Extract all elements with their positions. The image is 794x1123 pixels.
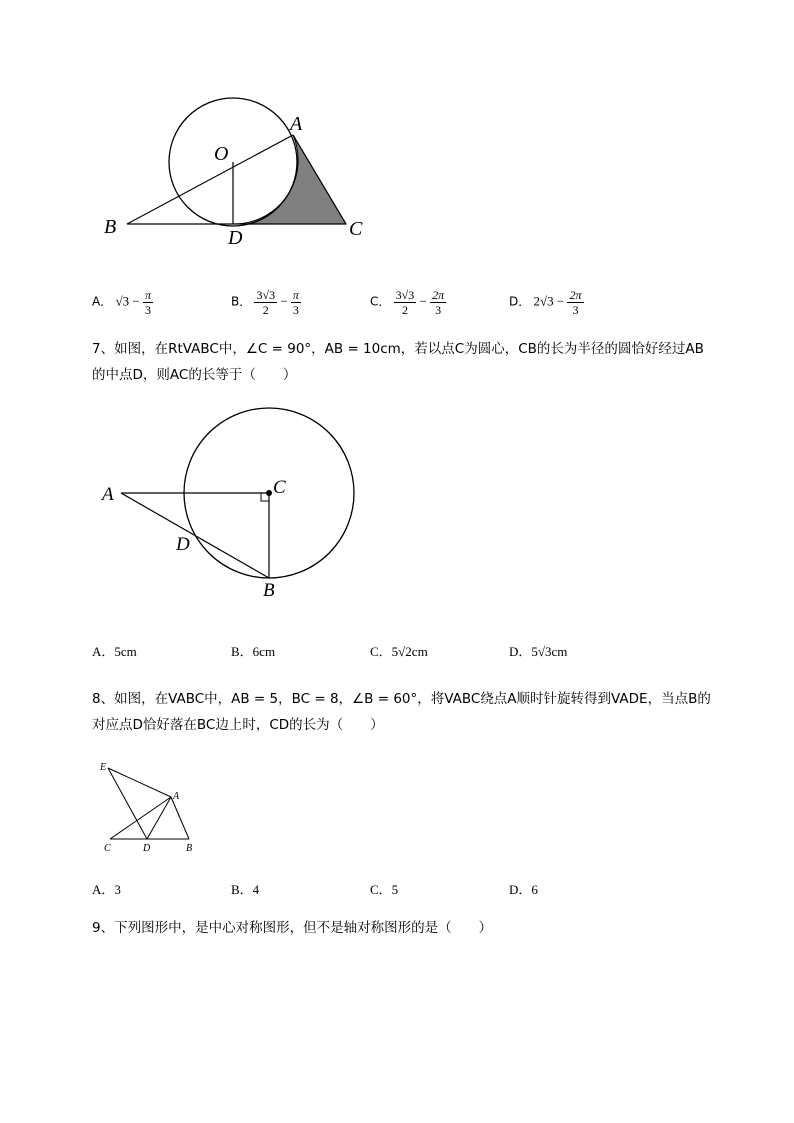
q7-option-d: D．5√3cm — [509, 644, 568, 659]
label-a: A — [290, 113, 303, 135]
line-ab — [121, 493, 269, 578]
label-b: B — [104, 216, 117, 238]
label-d: D — [228, 227, 243, 245]
label-e: E — [100, 762, 107, 773]
q6-option-d: D． 2√3 − $\frac{2\pi}{3}$ — [509, 288, 582, 317]
q8-option-c: C．5 — [370, 882, 399, 897]
q7-option-c: C．5√2cm — [370, 644, 428, 659]
line-ca — [110, 797, 171, 839]
q7-option-b: B．6cm — [231, 644, 276, 659]
label-c: C — [104, 843, 111, 854]
q8-option-b: B．4 — [231, 882, 260, 897]
question-7-line1: 7、如图，在RtVABC中，∠C = 90°，AB = 10cm，若以点C为圆心，CB的长为半径的圆恰好经过AB — [92, 341, 704, 357]
q8-option-d: D．6 — [509, 882, 538, 897]
figure-q8 — [98, 758, 203, 858]
q6-option-c: C． $\frac{3√3}{2}$ − $\frac{2\pi}{3}$ — [370, 288, 445, 317]
label-a: A — [173, 791, 180, 802]
label-c: C — [273, 477, 286, 498]
label-d: D — [143, 843, 151, 854]
figure-q6 — [95, 95, 385, 245]
center-point-c — [266, 490, 272, 496]
line-ed — [108, 768, 147, 839]
line-ad — [147, 797, 171, 839]
question-7-line2: 的中点D，则AC的长等于（ ） — [92, 367, 297, 383]
line-ab — [171, 797, 189, 839]
question-8-line2: 对应点D恰好落在BC边上时，CD的长为（ ） — [92, 717, 384, 733]
label-c: C — [349, 218, 363, 240]
q6-option-a: A． √3 − $\frac{\pi}{3}$ — [92, 288, 151, 317]
label-b: B — [263, 580, 275, 600]
line-ba — [127, 135, 293, 224]
question-8-line1: 8、如图，在VABC中，AB = 5，BC = 8，∠B = 60°，将VABC绕点A顺时针旋转得到VADE，当点B的 — [92, 691, 711, 707]
shaded-region — [233, 135, 346, 224]
label-b: B — [186, 843, 193, 854]
label-a: A — [102, 484, 114, 505]
label-o: O — [214, 143, 229, 165]
label-d: D — [176, 534, 190, 555]
q7-option-a: A．5cm — [92, 644, 137, 659]
line-ae — [108, 768, 171, 797]
q8-option-a: A．3 — [92, 882, 121, 897]
q6-option-b: B． $\frac{3√3}{2}$ − $\frac{\pi}{3}$ — [231, 288, 299, 317]
question-9-line1: 9、下列图形中，是中心对称图形，但不是轴对称图形的是（ ） — [92, 920, 493, 936]
figure-q7 — [98, 400, 363, 600]
